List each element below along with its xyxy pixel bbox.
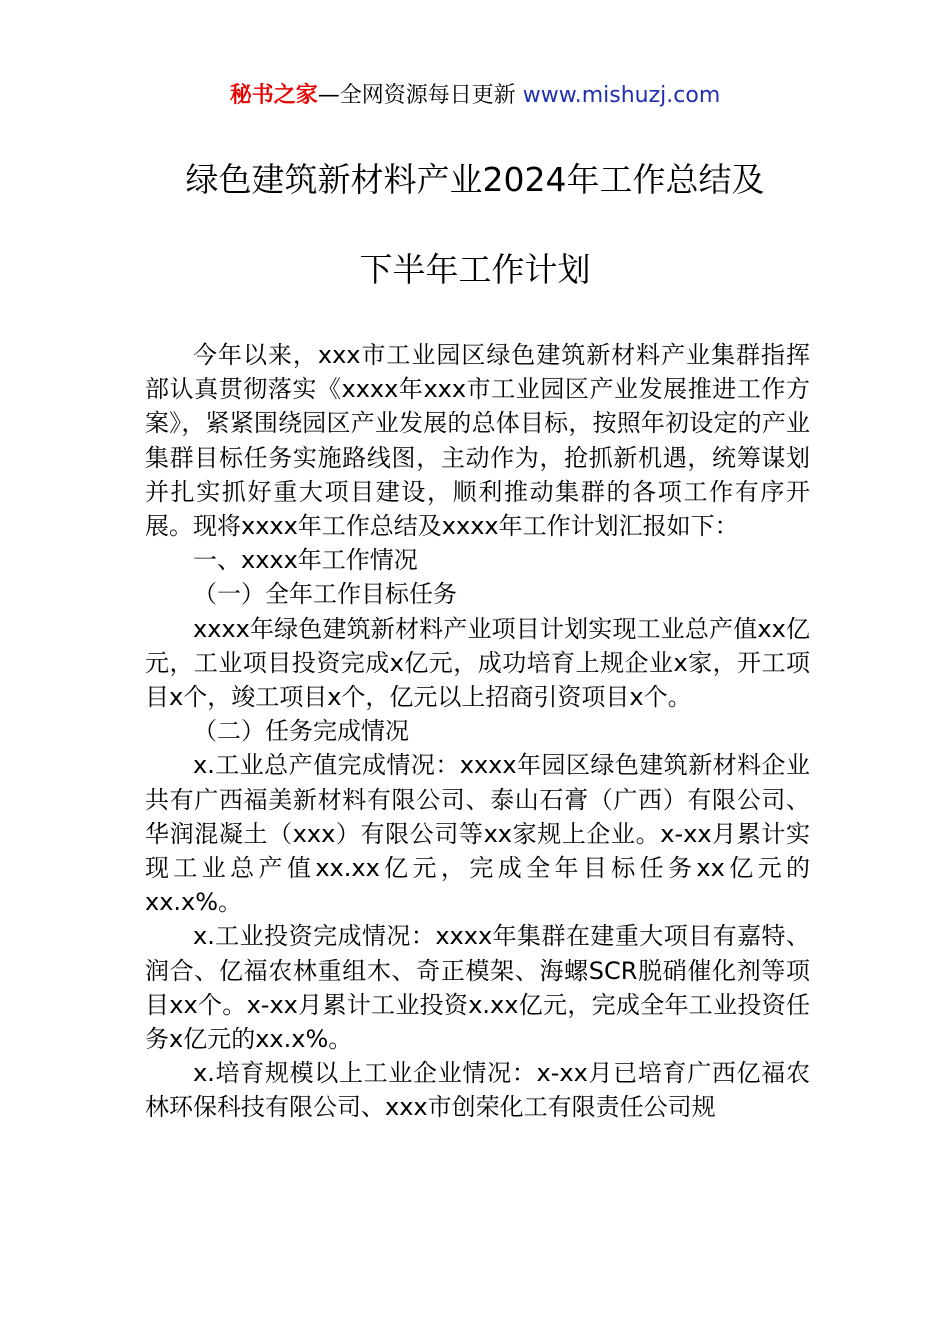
paragraph-investment: x.工业投资完成情况：xxxx年集群在建重大项目有嘉特、润合、亿福农林重组木、奇正模架、海螺SCR脱硝催化剂等项目xx个。x-xx月累计工业投资x.xx亿元，完成全年工业投资任务x亿元的xx.x%。 [145,922,810,1054]
document-title-line-1: 绿色建筑新材料产业2024年工作总结及 [185,160,765,199]
subsection-heading-2: （二）任务完成情况 [193,717,409,746]
subsection-heading-1: （一）全年工作目标任务 [193,580,457,609]
document-body [145,338,810,1125]
paragraph-intro: 今年以来，xxx市工业园区绿色建筑新材料产业集群指挥部认真贯彻落实《xxxx年xxx市工业园区产业发展推进工作方案》，紧紧围绕园区产业发展的总体目标，按照年初设定的产业集群目标任务实施路线图，主动作为，抢抓新机遇，统筹谋划并扎实抓好重大项目建设，顺利推动集群的各项工作有序开展。现将xxxx年工作总结及xxxx年工作计划汇报如下： [145,341,810,541]
paragraph-output-value: x.工业总产值完成情况：xxxx年园区绿色建筑新材料企业共有广西福美新材料有限公司、泰山石膏（广西）有限公司、华润混凝土（xxx）有限公司等xx家规上企业。x-xx月累计实现工业总产值xx.xx亿元，完成全年目标任务xx亿元的xx.x%。 [145,751,810,917]
paragraph-targets: xxxx年绿色建筑新材料产业项目计划实现工业总产值xx亿元，工业项目投资完成x亿元，成功培育上规企业x家，开工项目x个，竣工项目x个，亿元以上招商引资项目x个。 [145,614,810,712]
paragraph-enterprises: x.培育规模以上工业企业情况：x-xx月已培育广西亿福农林环保科技有限公司、xxx市创荣化工有限责任公司规 [145,1059,810,1122]
section-heading-1: 一、xxxx年工作情况 [193,546,418,575]
brand-name: 秘书之家 [229,83,318,108]
site-url-link[interactable]: www.mishuzj.com [522,83,721,108]
site-header [0,78,950,114]
document-title-line-2: 下半年工作计划 [359,250,591,289]
header-tagline: —全网资源每日更新 [317,83,516,108]
